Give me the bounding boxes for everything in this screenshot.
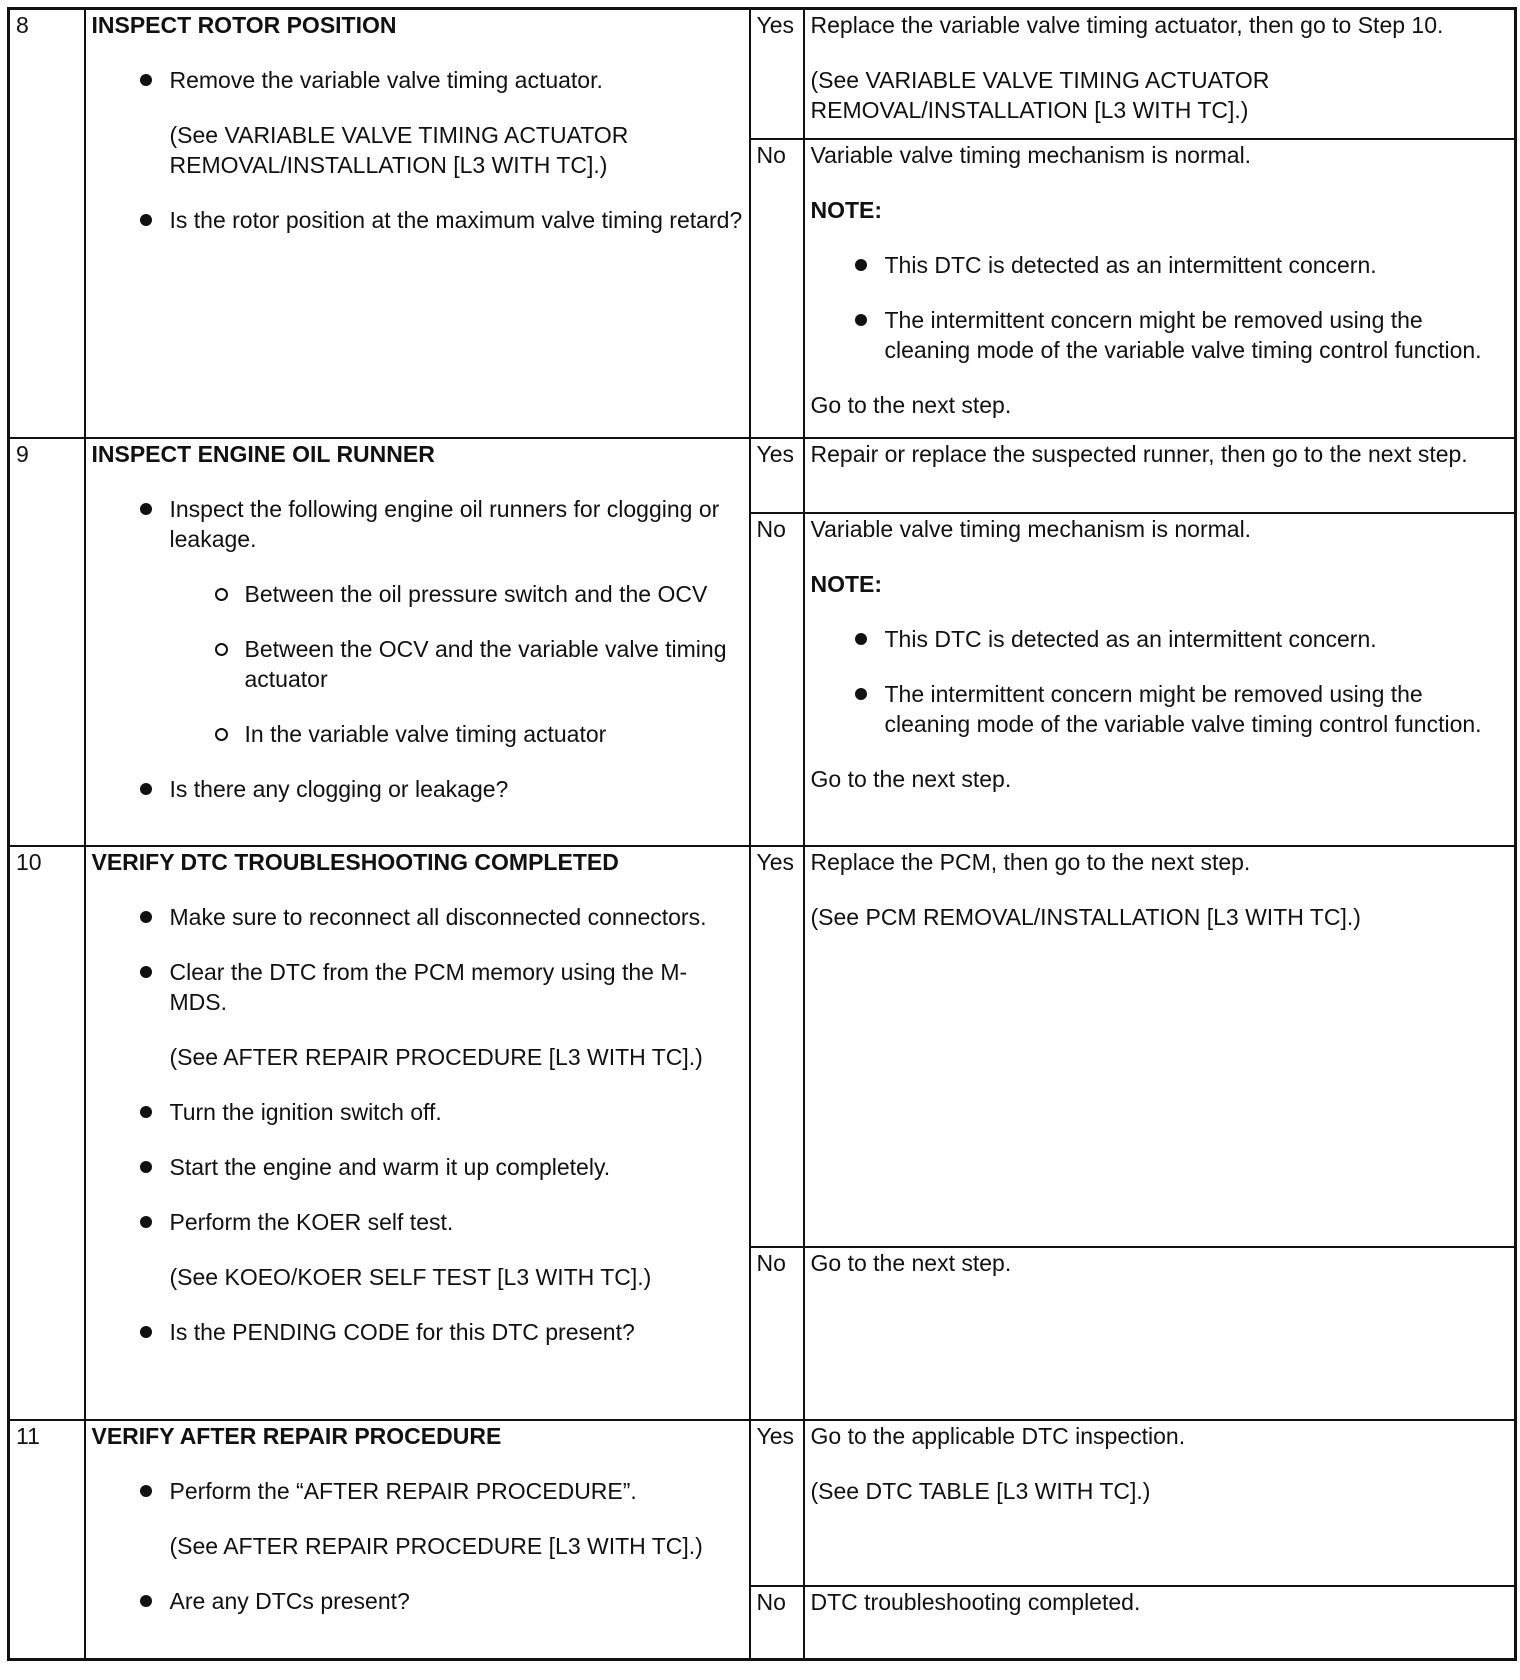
question-bullet: Is the PENDING CODE for this DTC present? [92,1317,743,1347]
instruction-bullet: Turn the ignition switch off. [92,1097,743,1127]
result-text: Variable valve timing mechanism is normal. [810,141,1252,168]
reference-link[interactable]: (See DTC TABLE [L3 WITH TC].) [810,1477,1151,1504]
next-step-text: Go to the next step. [810,765,1012,792]
step-number: 11 [9,1420,85,1660]
yes-result [804,9,1516,139]
reference-link[interactable]: (See PCM REMOVAL/INSTALLATION [L3 WITH TC].) [810,903,1361,930]
note-label: NOTE: [810,196,883,223]
no-label: No [750,1586,804,1660]
step-number: 8 [9,9,85,438]
step-title: INSPECT ROTOR POSITION [91,12,397,38]
no-label: No [750,1247,804,1420]
next-step-text: Go to the next step. [810,391,1012,418]
yes-label: Yes [750,438,804,513]
instruction-bullet: Inspect the following engine oil runners for clogging or leakage. [92,494,743,554]
question-bullet: Is there any clogging or leakage? [92,774,743,804]
result-text: Variable valve timing mechanism is normal. [810,515,1252,542]
yes-result [804,1420,1516,1586]
step-instructions [85,9,750,438]
step-instructions [85,438,750,846]
no-result [804,513,1516,846]
step-10-yes-row [9,846,1516,1247]
sub-bullet: Between the OCV and the variable valve timing actuator [92,634,743,694]
step-title: VERIFY AFTER REPAIR PROCEDURE [91,1422,502,1449]
step-number: 9 [9,438,85,846]
result-text: Go to the next step. [810,1249,1012,1276]
step-instructions [85,1420,750,1660]
no-result [804,139,1516,438]
instruction-bullet: Remove the variable valve timing actuator. [92,65,743,95]
yes-result [804,846,1516,1247]
step-number: 10 [9,846,85,1420]
yes-label: Yes [750,9,804,139]
yes-result [804,438,1516,513]
question-bullet: Is the rotor position at the maximum valve timing retard? [92,205,743,235]
note-bullet: This DTC is detected as an intermittent concern. [811,250,1509,280]
no-label: No [750,513,804,846]
sub-bullet: In the variable valve timing actuator [92,719,743,749]
question-bullet: Are any DTCs present? [92,1586,743,1616]
step-8-yes-row [9,9,1516,139]
troubleshooting-table [7,7,1517,1661]
no-label: No [750,139,804,438]
note-bullet: This DTC is detected as an intermittent concern. [811,624,1509,654]
instruction-bullet: Clear the DTC from the PCM memory using the M-MDS. [92,957,743,1017]
reference-link[interactable]: (See VARIABLE VALVE TIMING ACTUATOR REMOVAL/INSTALLATION [L3 WITH TC].) [810,67,1270,123]
reference-link[interactable]: (See VARIABLE VALVE TIMING ACTUATOR REMOVAL/INSTALLATION [L3 WITH TC].) [169,122,629,178]
step-instructions [85,846,750,1420]
instruction-bullet: Perform the “AFTER REPAIR PROCEDURE”. [92,1476,743,1506]
yes-label: Yes [750,1420,804,1586]
note-bullet: The intermittent concern might be removed using the cleaning mode of the variable valve timing control function. [811,305,1509,365]
note-label: NOTE: [810,570,883,597]
result-text: DTC troubleshooting completed. [810,1588,1141,1615]
step-title: VERIFY DTC TROUBLESHOOTING COMPLETED [91,848,619,875]
yes-label: Yes [750,846,804,1247]
instruction-bullet: Start the engine and warm it up completely. [92,1152,743,1182]
instruction-bullet: Make sure to reconnect all disconnected connectors. [92,902,743,932]
instruction-bullet: Perform the KOER self test. [92,1207,743,1237]
no-result [804,1586,1516,1660]
result-text: Replace the variable valve timing actuator, then go to Step 10. [810,12,1444,38]
reference-link[interactable]: (See KOEO/KOER SELF TEST [L3 WITH TC].) [169,1263,652,1290]
sub-bullet: Between the oil pressure switch and the OCV [92,579,743,609]
step-title: INSPECT ENGINE OIL RUNNER [91,440,435,467]
result-text: Go to the applicable DTC inspection. [810,1422,1186,1449]
note-bullet: The intermittent concern might be removed using the cleaning mode of the variable valve timing control function. [811,679,1509,739]
step-11-yes-row [9,1420,1516,1586]
reference-link[interactable]: (See AFTER REPAIR PROCEDURE [L3 WITH TC].) [169,1043,703,1070]
no-result [804,1247,1516,1420]
step-9-yes-row [9,438,1516,513]
result-text: Repair or replace the suspected runner, then go to the next step. [810,440,1468,467]
reference-link[interactable]: (See AFTER REPAIR PROCEDURE [L3 WITH TC].) [169,1532,703,1559]
result-text: Replace the PCM, then go to the next step. [810,848,1251,875]
